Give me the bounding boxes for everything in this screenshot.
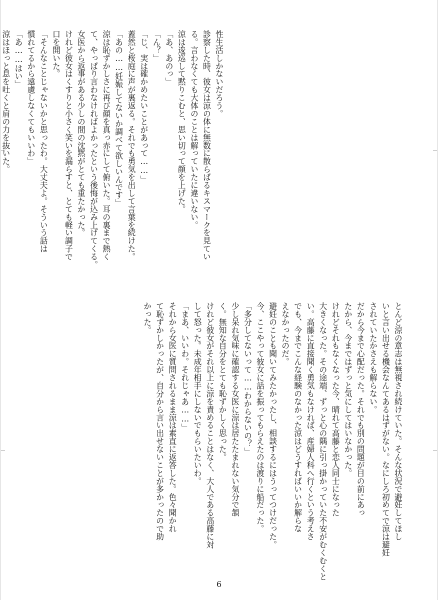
text-line: 蓋然と桜庭に声が裏返る。それでも勇気を出して言葉を続けた。 bbox=[127, 30, 137, 261]
text-line: 「あ、あのっ」 bbox=[164, 30, 174, 86]
page-number: 6 bbox=[216, 580, 222, 589]
text-line: 涼は恥ずかしさに再び顔を真っ赤にして俯いた。耳の裏まで熱く bbox=[102, 30, 112, 261]
text-line: えなかったのだ。 bbox=[281, 302, 291, 366]
text-line: それから女医に質問されるまま涼は素直に返答した。色々聞かれ bbox=[168, 302, 178, 533]
text-line: して怒った。未成年相手にしないでもらいたいわ。 bbox=[193, 302, 203, 485]
margin-tick bbox=[433, 150, 437, 151]
text-line: されていたかさえも解らない。 bbox=[368, 302, 378, 414]
text-line: 涼はほっと息を吐くと肩の力を抜いた。 bbox=[1, 30, 11, 174]
text-line: 慣れてるから遠慮しなくてもいいわ」 bbox=[26, 30, 36, 166]
margin-tick bbox=[433, 450, 437, 451]
text-line: かった。 bbox=[143, 302, 153, 334]
text-line: 口を開いた。 bbox=[51, 30, 61, 78]
margin-tick bbox=[1, 450, 5, 451]
text-line: て、やっぱり言わなければよかったという後悔が込み上げてくる。 bbox=[89, 30, 99, 269]
text-line: く。無知な自分をとても恥ずかしく思った。 bbox=[218, 302, 228, 461]
text-line: 少し呆れ気味に確認する女医に涼は居たたまれない気分で頷 bbox=[230, 302, 240, 517]
text-line: けれど彼女はくすりと小さく笑いを漏らすと、とても軽い調子で bbox=[64, 30, 74, 261]
text-line: 「ん？」 bbox=[152, 30, 162, 62]
text-line: 今、ここやって彼女に話を振ってもらえたのは渡りに船だった。 bbox=[255, 302, 265, 533]
text-line: 大きくなった。その途端、ずっと心の隅に引っ掛かっていた不安がむくむくと bbox=[318, 302, 328, 581]
text-line: いと言い出せる機会なんてあるはずがない。なにしろ初めてで涼は避妊 bbox=[381, 302, 391, 557]
text-line: 「じ、実は確かめたいことがあって……」 bbox=[139, 30, 149, 184]
text-line: 性生活しかないだろう。 bbox=[215, 30, 224, 118]
text-line: 避妊のことも聞いてみたかったし、相談するにはうってつけだった。 bbox=[268, 302, 278, 549]
text-line: けれど彼女がそれ以上に涼を責めることはなく、大人である高藤に対 bbox=[205, 302, 215, 549]
text-line: 診察した時、彼女は涼の体に無数に散らばるキスマークを見てい bbox=[202, 30, 212, 261]
text-line: 「多分してないって……わからないの？」 bbox=[243, 302, 253, 456]
text-line: 「あの……妊娠してないか調べて欲しいんです」 bbox=[114, 30, 124, 208]
text-line: でも、今までこんな経験のなかった涼はどうすればいいか解らな bbox=[293, 302, 303, 533]
text-line: だから今まで心配だった。それでも別の問題が目の前にあっ bbox=[356, 302, 366, 517]
text-line: 「あ……はい」 bbox=[14, 30, 24, 88]
text-line: 「そんなことじゃないかと思ったわ。大丈夫よ。そういう話は bbox=[39, 30, 49, 253]
text-line: けれどそれもなくなった今、晴れて高藤と恋人同士になった bbox=[331, 302, 341, 517]
text-line: とんど涼の意志は無視され続けていた。そんな状況で避妊してほし bbox=[394, 302, 403, 541]
text-line: たから、今まではずっと気にしてはいなかった。 bbox=[343, 302, 353, 477]
text-line: る。言わなくても大体のことは解っていたに違いない。 bbox=[189, 30, 199, 229]
text-line: い。高藤に直接聞く勇気もなければ、産婦人科へ行くという考えさ bbox=[306, 302, 316, 541]
upper-text-block bbox=[1, 30, 225, 288]
lower-text-block bbox=[30, 302, 404, 581]
text-line: 「まあ、いいわ。それじゃあ……」 bbox=[180, 302, 190, 432]
text-line: 女医から返事がある少しの間の沈黙がとても重たかった。 bbox=[76, 30, 86, 237]
text-line: 涼は逡巡して黙りこむと、思い切って顔を上げた。 bbox=[177, 30, 187, 213]
text-line: て恥ずかしかったが、自分から言い出せないことが多かったので助 bbox=[155, 302, 165, 541]
